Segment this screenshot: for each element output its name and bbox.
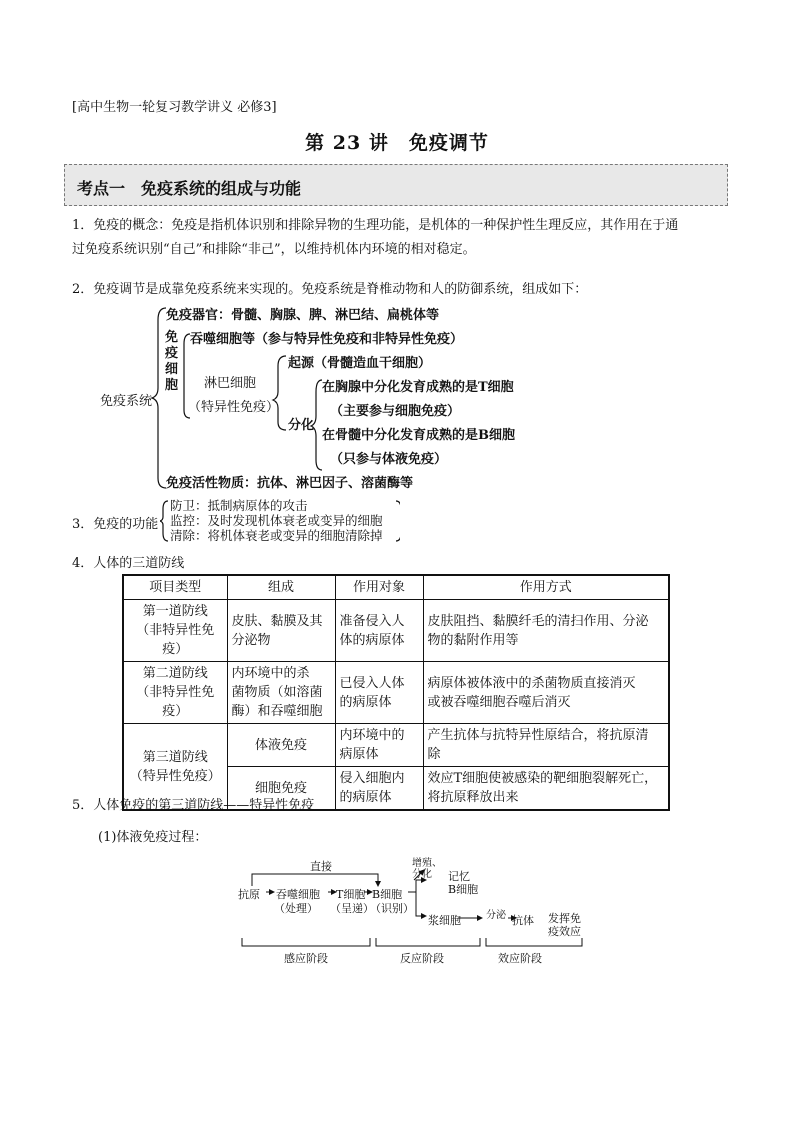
table-cell: 第二道防线 （非特异性免疫） [123,662,227,724]
paragraph-2: 2．免疫调节是成靠免疫系统来实现的。免疫系统是脊椎动物和人的防御系统，组成如下： [72,282,588,297]
flow-antigen: 抗原 [238,888,260,901]
tree-differentiation: 分化 [288,418,315,433]
section-heading: 考点一 免疫系统的组成与功能 [77,179,302,198]
flow-antibody: 抗体 [512,914,534,927]
flow-effect: 发挥免 疫效应 [548,912,581,938]
tree-t-role: （主要参与细胞免疫） [330,404,461,419]
paragraph-3-label: 3．免疫的功能 [72,517,159,532]
tree-substances: 免疫活性物质：抗体、淋巴因子、溶菌酶等 [166,476,414,491]
table-cell: 内环境中的 病原体 [335,724,423,767]
table-cell: 皮肤阻挡、黏膜纤毛的清扫作用、分泌 物的黏附作用等 [423,600,669,662]
table-cell: 第一道防线 （非特异性免疫） [123,600,227,662]
table-header: 项目类型 [123,575,227,600]
table-cell: 准备侵入人 体的病原体 [335,600,423,662]
table-cell: 病原体被体液中的杀菌物质直接消灭 或被吞噬细胞吞噬后消灭 [423,662,669,724]
flow-b-cell: B细胞 [372,888,403,901]
table-cell: 已侵入人体 的病原体 [335,662,423,724]
table-cell: 皮肤、黏膜及其 分泌物 [227,600,335,662]
paragraph-5-1: (1)体液免疫过程： [98,830,208,845]
tree-cells-label: 免疫细胞 [165,330,179,393]
function-item-clear: 清除：将机体衰老或变异的细胞清除掉 [170,528,383,543]
table-cell: 第三道防线 （特异性免疫） [123,724,227,811]
table-cell: 细胞免疫 [227,767,335,811]
tree-b-cell: 在骨髓中分化发育成熟的是B细胞 [322,428,515,443]
header-note: [高中生物一轮复习教学讲义 必修3] [72,100,277,115]
paragraph-1 [72,214,732,262]
paragraph-4: 4．人体的三道防线 [72,556,185,571]
function-item-monitor: 监控：及时发现机体衰老或变异的细胞 [170,513,383,528]
tree-phagocyte: 吞噬细胞等（参与特异性免疫和非特异性免疫） [190,332,464,347]
tree-b-role: （只参与体液免疫） [330,452,448,467]
tree-origin: 起源（骨髓造血干细胞） [288,356,432,371]
table-cell: 产生抗体与抗特异性原结合，将抗原清 除 [423,724,669,767]
flow-secrete: 分泌 [486,910,506,921]
flow-phagocyte-note: （处理） [274,902,318,915]
page-title: 第 23 讲 免疫调节 [305,132,489,154]
flow-phagocyte: 吞噬细胞 [276,888,320,901]
flow-t-cell: T细胞 [336,888,366,901]
table-cell: 体液免疫 [227,724,335,767]
flow-stage-induction: 感应阶段 [284,952,328,965]
flow-b-cell-note: （识别） [370,902,414,915]
flow-direct: 直接 [310,860,332,873]
table-header-row [123,575,669,600]
paragraph-5: 5．人体免疫的第三道防线——特异性免疫 [72,798,315,813]
paragraph-1-line-1: 1．免疫的概念：免疫是指机体识别和排除异物的生理功能，是机体的一种保护性生理反应，其作用在于通 [72,218,679,233]
flow-memory-b-cell: 记忆 B细胞 [448,870,479,896]
defense-table [122,574,670,811]
table-cell: 效应T细胞使被感染的靶细胞裂解死亡， 将抗原释放出来 [423,767,669,811]
table-row [123,662,669,724]
tree-lymphocyte: 淋巴细胞 [204,376,257,391]
flow-stage-reaction: 反应阶段 [400,952,444,965]
function-item-defense: 防卫：抵制病原体的攻击 [170,498,308,513]
table-cell: 侵入细胞内 的病原体 [335,767,423,811]
flow-proliferate: 增殖、 分化 [412,858,442,880]
table-row [123,600,669,662]
section-heading-box [64,164,728,206]
table-header: 作用方式 [423,575,669,600]
table-cell: 内环境中的杀 菌物质（如溶菌 酶）和吞噬细胞 [227,662,335,724]
function-list [170,498,383,543]
flow-t-cell-note: （呈递） [330,902,374,915]
table-header: 组成 [227,575,335,600]
tree-organs: 免疫器官：骨髓、胸腺、脾、淋巴结、扁桃体等 [166,308,440,323]
table-header: 作用对象 [335,575,423,600]
tree-root: 免疫系统 [100,394,153,409]
tree-t-cell: 在胸腺中分化发育成熟的是T细胞 [322,380,514,395]
flow-plasma-cell: 浆细胞 [428,914,461,927]
table-row [123,724,669,767]
flow-stage-effect: 效应阶段 [498,952,542,965]
tree-lymphocyte-note: （特异性免疫） [188,400,280,415]
paragraph-1-line-2: 过免疫系统识别“自己”和排除“非己”，以维持机体内环境的相对稳定。 [72,242,476,257]
